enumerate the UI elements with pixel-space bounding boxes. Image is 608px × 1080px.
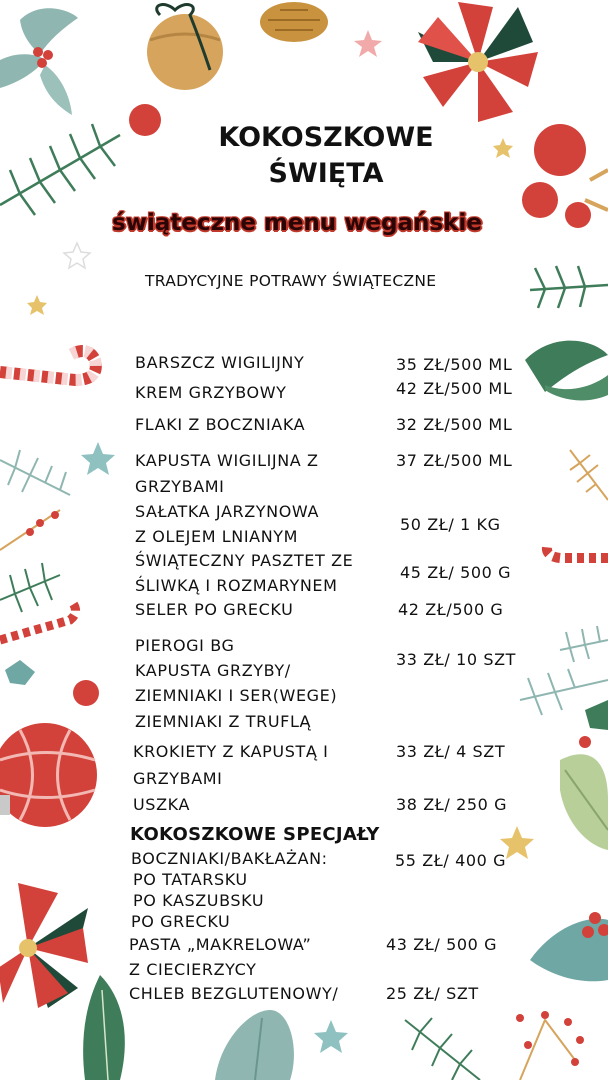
star-icon [27, 295, 47, 315]
menu-item-name: ŚWIĄTECZNY PASZTET ZE [135, 551, 354, 570]
menu-item-name: ŚLIWKĄ I ROZMARYNEM [135, 576, 338, 595]
berries-icon [516, 1011, 584, 1080]
candy-cane-icon [0, 602, 76, 640]
menu-item-price: 37 ZŁ/500 ML [396, 451, 513, 470]
ornament-icon [73, 680, 99, 706]
menu-item-name: BARSZCZ WIGILIJNY [135, 353, 305, 372]
menu-item-name: PIEROGI BG [135, 636, 235, 655]
berries-icon [0, 510, 60, 550]
poinsettia-icon [418, 2, 538, 122]
pine-branch-icon [0, 124, 120, 215]
menu-item-name: GRZYBAMI [135, 477, 225, 496]
menu-item-name: SAŁATKA JARZYNOWA [135, 502, 319, 521]
star-icon [493, 138, 513, 158]
menu-item-name: KREM GRZYBOWY [135, 383, 287, 402]
special-item-name: PO TATARSKU [133, 870, 248, 889]
menu-item-price: 38 ZŁ/ 250 G [396, 795, 508, 814]
special-item-name: PO KASZUBSKU [133, 891, 265, 910]
leaf-icon [5, 660, 35, 685]
menu-item-name: KROKIETY Z KAPUSTĄ I [133, 742, 329, 761]
holly-icon [0, 8, 78, 115]
menu-item-name: GRZYBAMI [133, 769, 223, 788]
leaf-icon [560, 754, 608, 850]
section-heading-traditional: TRADYCYJNE POTRAWY ŚWIĄTECZNE [145, 272, 437, 290]
holly-icon [83, 975, 125, 1080]
ornament-icon [129, 104, 161, 136]
menu-item-name: ZIEMNIAKI Z TRUFLĄ [135, 712, 312, 731]
menu-item-name: ZIEMNIAKI I SER(WEGE) [135, 686, 338, 705]
special-item-name: BOCZNIAKI/BAKŁAŻAN: [131, 849, 328, 868]
subtitle: świąteczne menu wegańskie [112, 210, 482, 236]
holly-icon [525, 341, 608, 401]
special-item-name: CHLEB BEZGLUTENOWY/ [129, 984, 339, 1003]
title-line-1: KOKOSZKOWE [218, 122, 434, 153]
ornament-icon [147, 5, 223, 90]
special-item-name: Z CIECIERZYCY [129, 960, 257, 979]
leaf-icon [585, 700, 608, 730]
berries-icon [522, 124, 608, 228]
menu-item-price: 50 ZŁ/ 1 KG [400, 515, 501, 534]
menu-item-price: 42 ZŁ/500 ML [396, 379, 513, 398]
pine-branch-icon [570, 450, 608, 500]
menu-item-price: 33 ZŁ/ 4 SZT [396, 742, 506, 761]
menu-item-price: 33 ZŁ/ 10 SZT [396, 650, 517, 669]
star-icon [314, 1020, 348, 1053]
star-icon [64, 243, 90, 268]
pine-branch-icon [405, 1018, 480, 1080]
special-item-price: 43 ZŁ/ 500 G [386, 935, 498, 954]
special-item-price: 25 ZŁ/ SZT [386, 984, 479, 1003]
menu-item-name: USZKA [133, 795, 190, 814]
menu-item-name: Z OLEJEM LNIANYM [135, 527, 299, 546]
leaf-icon [215, 1010, 294, 1080]
candy-cane-icon [0, 351, 96, 380]
ornament-icon [0, 723, 97, 827]
special-item-price: 55 ZŁ/ 400 G [395, 851, 507, 870]
pine-branch-icon [0, 450, 70, 495]
menu-item-name: KAPUSTA WIGILIJNA Z [135, 451, 319, 470]
pine-branch-icon [530, 266, 608, 308]
menu-item-name: KAPUSTA GRZYBY/ [135, 661, 291, 680]
star-icon [354, 30, 382, 57]
pine-branch-icon [0, 563, 60, 612]
menu-item-name: SELER PO GRECKU [135, 600, 294, 619]
menu-item-price: 35 ZŁ/500 ML [396, 355, 513, 374]
menu-item-price: 42 ZŁ/500 G [398, 600, 504, 619]
star-icon [81, 442, 115, 475]
candy-cane-icon [547, 543, 608, 558]
special-item-name: PO GRECKU [131, 912, 231, 931]
menu-item-name: FLAKI Z BOCZNIAKA [135, 415, 306, 434]
section-heading-specials: KOKOSZKOWE SPECJAŁY [130, 824, 380, 845]
poinsettia-icon [0, 883, 88, 1008]
berries-icon [579, 736, 591, 748]
special-item-name: PASTA „MAKRELOWA” [129, 935, 312, 954]
title-line-2: ŚWIĘTA [268, 158, 384, 189]
menu-item-price: 45 ZŁ/ 500 G [400, 563, 512, 582]
pine-branch-icon [560, 626, 608, 662]
menu-item-price: 32 ZŁ/500 ML [396, 415, 513, 434]
pine-cone-icon [260, 2, 328, 42]
leaf-icon [530, 912, 608, 981]
